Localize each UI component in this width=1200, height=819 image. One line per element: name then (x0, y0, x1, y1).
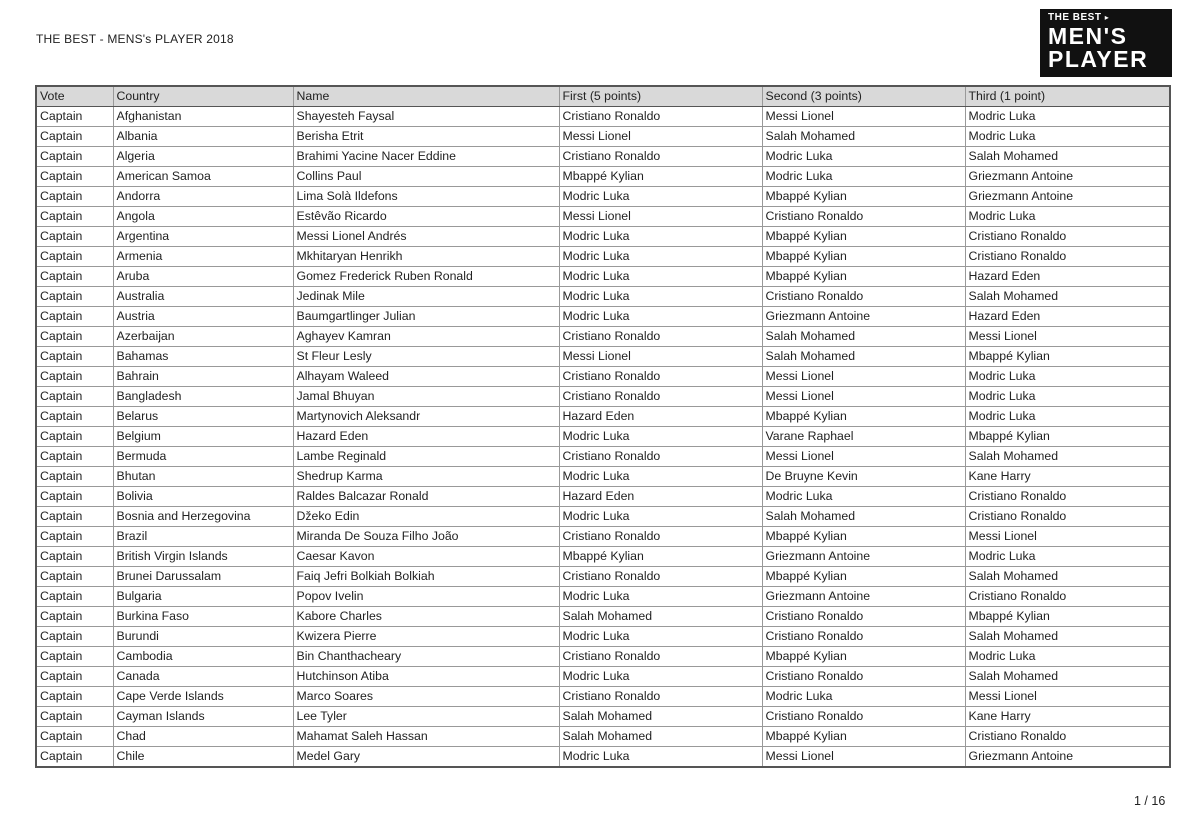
cell-second: De Bruyne Kevin (762, 467, 965, 487)
cell-third: Messi Lionel (965, 327, 1170, 347)
cell-third: Hazard Eden (965, 307, 1170, 327)
cell-first: Cristiano Ronaldo (559, 327, 762, 347)
cell-vote: Captain (36, 547, 113, 567)
cell-vote: Captain (36, 247, 113, 267)
cell-second: Mbappé Kylian (762, 567, 965, 587)
cell-name: Alhayam Waleed (293, 367, 559, 387)
table-row (36, 307, 1170, 327)
cell-second: Salah Mohamed (762, 507, 965, 527)
cell-country: Cape Verde Islands (113, 687, 293, 707)
cell-country: Belarus (113, 407, 293, 427)
cell-first: Salah Mohamed (559, 707, 762, 727)
cell-third: Modric Luka (965, 127, 1170, 147)
cell-country: Bahrain (113, 367, 293, 387)
cell-third: Griezmann Antoine (965, 167, 1170, 187)
cell-country: Argentina (113, 227, 293, 247)
cell-vote: Captain (36, 147, 113, 167)
cell-name: Aghayev Kamran (293, 327, 559, 347)
cell-first: Messi Lionel (559, 207, 762, 227)
cell-vote: Captain (36, 207, 113, 227)
cell-vote: Captain (36, 387, 113, 407)
cell-third: Salah Mohamed (965, 627, 1170, 647)
cell-second: Modric Luka (762, 687, 965, 707)
cell-third: Messi Lionel (965, 527, 1170, 547)
cell-country: Angola (113, 207, 293, 227)
cell-country: Bhutan (113, 467, 293, 487)
table-row (36, 607, 1170, 627)
cell-second: Salah Mohamed (762, 127, 965, 147)
table-row (36, 447, 1170, 467)
col-header-first: First (5 points) (559, 86, 762, 107)
cell-country: Brunei Darussalam (113, 567, 293, 587)
cell-third: Modric Luka (965, 107, 1170, 127)
table-row (36, 587, 1170, 607)
cell-third: Modric Luka (965, 367, 1170, 387)
cell-name: Kabore Charles (293, 607, 559, 627)
cell-second: Cristiano Ronaldo (762, 707, 965, 727)
cell-second: Mbappé Kylian (762, 407, 965, 427)
cell-name: Shayesteh Faysal (293, 107, 559, 127)
cell-first: Modric Luka (559, 627, 762, 647)
cell-second: Messi Lionel (762, 387, 965, 407)
cell-country: Bosnia and Herzegovina (113, 507, 293, 527)
cell-name: Bin Chanthacheary (293, 647, 559, 667)
cell-third: Kane Harry (965, 467, 1170, 487)
cell-country: Bermuda (113, 447, 293, 467)
cell-first: Mbappé Kylian (559, 167, 762, 187)
cell-second: Salah Mohamed (762, 347, 965, 367)
cell-second: Messi Lionel (762, 367, 965, 387)
votes-table (35, 85, 1171, 768)
cell-name: Caesar Kavon (293, 547, 559, 567)
cell-second: Mbappé Kylian (762, 267, 965, 287)
table-row (36, 667, 1170, 687)
the-best-mens-player-logo (1040, 9, 1172, 77)
cell-vote: Captain (36, 667, 113, 687)
cell-third: Cristiano Ronaldo (965, 507, 1170, 527)
cell-vote: Captain (36, 427, 113, 447)
cell-name: Martynovich Aleksandr (293, 407, 559, 427)
cell-name: Džeko Edin (293, 507, 559, 527)
table-body (36, 107, 1170, 768)
cell-name: Gomez Frederick Ruben Ronald (293, 267, 559, 287)
cell-name: Miranda De Souza Filho João (293, 527, 559, 547)
cell-country: Cayman Islands (113, 707, 293, 727)
cell-vote: Captain (36, 627, 113, 647)
cell-second: Modric Luka (762, 147, 965, 167)
cell-second: Salah Mohamed (762, 327, 965, 347)
cell-second: Mbappé Kylian (762, 727, 965, 747)
cell-name: Estêvão Ricardo (293, 207, 559, 227)
cell-vote: Captain (36, 447, 113, 467)
cell-vote: Captain (36, 687, 113, 707)
cell-vote: Captain (36, 407, 113, 427)
cell-name: Faiq Jefri Bolkiah Bolkiah (293, 567, 559, 587)
col-header-name: Name (293, 86, 559, 107)
cell-first: Cristiano Ronaldo (559, 107, 762, 127)
cell-first: Cristiano Ronaldo (559, 687, 762, 707)
cell-first: Modric Luka (559, 747, 762, 768)
cell-second: Mbappé Kylian (762, 227, 965, 247)
cell-first: Mbappé Kylian (559, 547, 762, 567)
cell-first: Modric Luka (559, 427, 762, 447)
table-row (36, 547, 1170, 567)
cell-third: Messi Lionel (965, 687, 1170, 707)
table-row (36, 327, 1170, 347)
cell-country: Cambodia (113, 647, 293, 667)
cell-second: Cristiano Ronaldo (762, 627, 965, 647)
table-row (36, 247, 1170, 267)
cell-vote: Captain (36, 727, 113, 747)
cell-first: Modric Luka (559, 467, 762, 487)
cell-country: Algeria (113, 147, 293, 167)
cell-name: Lambe Reginald (293, 447, 559, 467)
cell-vote: Captain (36, 367, 113, 387)
cell-country: Armenia (113, 247, 293, 267)
cell-second: Cristiano Ronaldo (762, 207, 965, 227)
cell-first: Cristiano Ronaldo (559, 447, 762, 467)
table-row (36, 707, 1170, 727)
cell-vote: Captain (36, 307, 113, 327)
cell-country: Bangladesh (113, 387, 293, 407)
cell-country: Bulgaria (113, 587, 293, 607)
cell-name: Messi Lionel Andrés (293, 227, 559, 247)
cell-first: Modric Luka (559, 587, 762, 607)
cell-country: Chile (113, 747, 293, 768)
table-row (36, 207, 1170, 227)
logo-line-2: MEN'S (1048, 23, 1128, 49)
cell-first: Modric Luka (559, 247, 762, 267)
cell-vote: Captain (36, 567, 113, 587)
cell-vote: Captain (36, 587, 113, 607)
cell-vote: Captain (36, 507, 113, 527)
cell-second: Messi Lionel (762, 107, 965, 127)
cell-vote: Captain (36, 327, 113, 347)
table-header-row (36, 86, 1170, 107)
cell-name: Berisha Etrit (293, 127, 559, 147)
cell-country: Andorra (113, 187, 293, 207)
cell-name: Collins Paul (293, 167, 559, 187)
cell-third: Salah Mohamed (965, 147, 1170, 167)
cell-third: Griezmann Antoine (965, 187, 1170, 207)
cell-third: Modric Luka (965, 387, 1170, 407)
cell-first: Cristiano Ronaldo (559, 387, 762, 407)
cell-vote: Captain (36, 127, 113, 147)
cell-second: Cristiano Ronaldo (762, 607, 965, 627)
cell-third: Cristiano Ronaldo (965, 487, 1170, 507)
cell-second: Modric Luka (762, 487, 965, 507)
cell-country: Burkina Faso (113, 607, 293, 627)
cell-name: Mahamat Saleh Hassan (293, 727, 559, 747)
table-row (36, 127, 1170, 147)
cell-vote: Captain (36, 227, 113, 247)
cell-name: Lee Tyler (293, 707, 559, 727)
cell-third: Kane Harry (965, 707, 1170, 727)
cell-first: Hazard Eden (559, 487, 762, 507)
cell-third: Modric Luka (965, 547, 1170, 567)
cell-name: Jedinak Mile (293, 287, 559, 307)
cell-third: Griezmann Antoine (965, 747, 1170, 768)
cell-vote: Captain (36, 747, 113, 768)
cell-second: Messi Lionel (762, 447, 965, 467)
cell-country: Albania (113, 127, 293, 147)
cell-country: Azerbaijan (113, 327, 293, 347)
cell-country: Burundi (113, 627, 293, 647)
cell-first: Modric Luka (559, 507, 762, 527)
cell-country: Chad (113, 727, 293, 747)
cell-vote: Captain (36, 487, 113, 507)
cell-vote: Captain (36, 167, 113, 187)
cell-country: Afghanistan (113, 107, 293, 127)
cell-second: Modric Luka (762, 167, 965, 187)
table-row (36, 387, 1170, 407)
cell-second: Griezmann Antoine (762, 307, 965, 327)
cell-name: Kwizera Pierre (293, 627, 559, 647)
table-row (36, 747, 1170, 768)
logo-line-3: PLAYER (1048, 46, 1149, 72)
cell-first: Messi Lionel (559, 127, 762, 147)
cell-country: American Samoa (113, 167, 293, 187)
cell-first: Modric Luka (559, 667, 762, 687)
cell-third: Cristiano Ronaldo (965, 727, 1170, 747)
cell-name: Lima Solà Ildefons (293, 187, 559, 207)
col-header-vote: Vote (36, 86, 113, 107)
cell-vote: Captain (36, 467, 113, 487)
cell-first: Salah Mohamed (559, 607, 762, 627)
cell-country: Austria (113, 307, 293, 327)
cell-third: Mbappé Kylian (965, 607, 1170, 627)
table-row (36, 267, 1170, 287)
table-row (36, 227, 1170, 247)
table-row (36, 167, 1170, 187)
table-row (36, 567, 1170, 587)
cell-vote: Captain (36, 107, 113, 127)
table-row (36, 467, 1170, 487)
table-row (36, 367, 1170, 387)
table-row (36, 107, 1170, 127)
cell-first: Modric Luka (559, 187, 762, 207)
table-row (36, 727, 1170, 747)
cell-name: Raldes Balcazar Ronald (293, 487, 559, 507)
table-row (36, 527, 1170, 547)
cell-first: Modric Luka (559, 227, 762, 247)
page-number: 1 / 16 (1134, 794, 1166, 808)
table-row (36, 347, 1170, 367)
cell-first: Modric Luka (559, 307, 762, 327)
cell-second: Varane Raphael (762, 427, 965, 447)
col-header-country: Country (113, 86, 293, 107)
cell-third: Modric Luka (965, 647, 1170, 667)
cell-first: Hazard Eden (559, 407, 762, 427)
cell-second: Mbappé Kylian (762, 527, 965, 547)
cell-first: Cristiano Ronaldo (559, 367, 762, 387)
cell-first: Modric Luka (559, 267, 762, 287)
cell-vote: Captain (36, 527, 113, 547)
table-row (36, 287, 1170, 307)
table-row (36, 507, 1170, 527)
cell-second: Messi Lionel (762, 747, 965, 768)
cell-name: Mkhitaryan Henrikh (293, 247, 559, 267)
table-row (36, 627, 1170, 647)
cell-name: Marco Soares (293, 687, 559, 707)
cell-second: Cristiano Ronaldo (762, 287, 965, 307)
cell-third: Modric Luka (965, 407, 1170, 427)
cell-second: Griezmann Antoine (762, 587, 965, 607)
cell-third: Cristiano Ronaldo (965, 227, 1170, 247)
cell-third: Hazard Eden (965, 267, 1170, 287)
col-header-third: Third (1 point) (965, 86, 1170, 107)
cell-name: St Fleur Lesly (293, 347, 559, 367)
cell-vote: Captain (36, 267, 113, 287)
cell-country: Belgium (113, 427, 293, 447)
cell-country: British Virgin Islands (113, 547, 293, 567)
cell-name: Shedrup Karma (293, 467, 559, 487)
table-row (36, 647, 1170, 667)
cell-first: Messi Lionel (559, 347, 762, 367)
table-row (36, 427, 1170, 447)
table-row (36, 147, 1170, 167)
cell-first: Cristiano Ronaldo (559, 647, 762, 667)
cell-third: Salah Mohamed (965, 567, 1170, 587)
table-row (36, 407, 1170, 427)
cell-vote: Captain (36, 647, 113, 667)
document-title: THE BEST - MENS's PLAYER 2018 (36, 32, 234, 46)
cell-vote: Captain (36, 287, 113, 307)
cell-first: Cristiano Ronaldo (559, 567, 762, 587)
cell-country: Bolivia (113, 487, 293, 507)
cell-third: Salah Mohamed (965, 447, 1170, 467)
cell-name: Hazard Eden (293, 427, 559, 447)
cell-vote: Captain (36, 187, 113, 207)
cell-second: Mbappé Kylian (762, 187, 965, 207)
cell-country: Aruba (113, 267, 293, 287)
cell-name: Baumgartlinger Julian (293, 307, 559, 327)
cell-second: Mbappé Kylian (762, 647, 965, 667)
cell-name: Medel Gary (293, 747, 559, 768)
table-row (36, 487, 1170, 507)
cell-vote: Captain (36, 347, 113, 367)
cell-first: Salah Mohamed (559, 727, 762, 747)
cell-vote: Captain (36, 607, 113, 627)
cell-first: Cristiano Ronaldo (559, 527, 762, 547)
cell-second: Cristiano Ronaldo (762, 667, 965, 687)
cell-vote: Captain (36, 707, 113, 727)
cell-third: Cristiano Ronaldo (965, 247, 1170, 267)
cell-second: Mbappé Kylian (762, 247, 965, 267)
cell-country: Australia (113, 287, 293, 307)
cell-name: Hutchinson Atiba (293, 667, 559, 687)
logo-line-1: THE BEST ▸ (1048, 12, 1110, 23)
table-row (36, 687, 1170, 707)
cell-third: Mbappé Kylian (965, 347, 1170, 367)
cell-third: Salah Mohamed (965, 667, 1170, 687)
cell-name: Popov Ivelin (293, 587, 559, 607)
cell-third: Modric Luka (965, 207, 1170, 227)
cell-first: Modric Luka (559, 287, 762, 307)
cell-country: Bahamas (113, 347, 293, 367)
cell-name: Brahimi Yacine Nacer Eddine (293, 147, 559, 167)
col-header-second: Second (3 points) (762, 86, 965, 107)
cell-second: Griezmann Antoine (762, 547, 965, 567)
cell-first: Cristiano Ronaldo (559, 147, 762, 167)
table-row (36, 187, 1170, 207)
cell-country: Canada (113, 667, 293, 687)
cell-third: Salah Mohamed (965, 287, 1170, 307)
cell-third: Mbappé Kylian (965, 427, 1170, 447)
cell-country: Brazil (113, 527, 293, 547)
cell-name: Jamal Bhuyan (293, 387, 559, 407)
cell-third: Cristiano Ronaldo (965, 587, 1170, 607)
